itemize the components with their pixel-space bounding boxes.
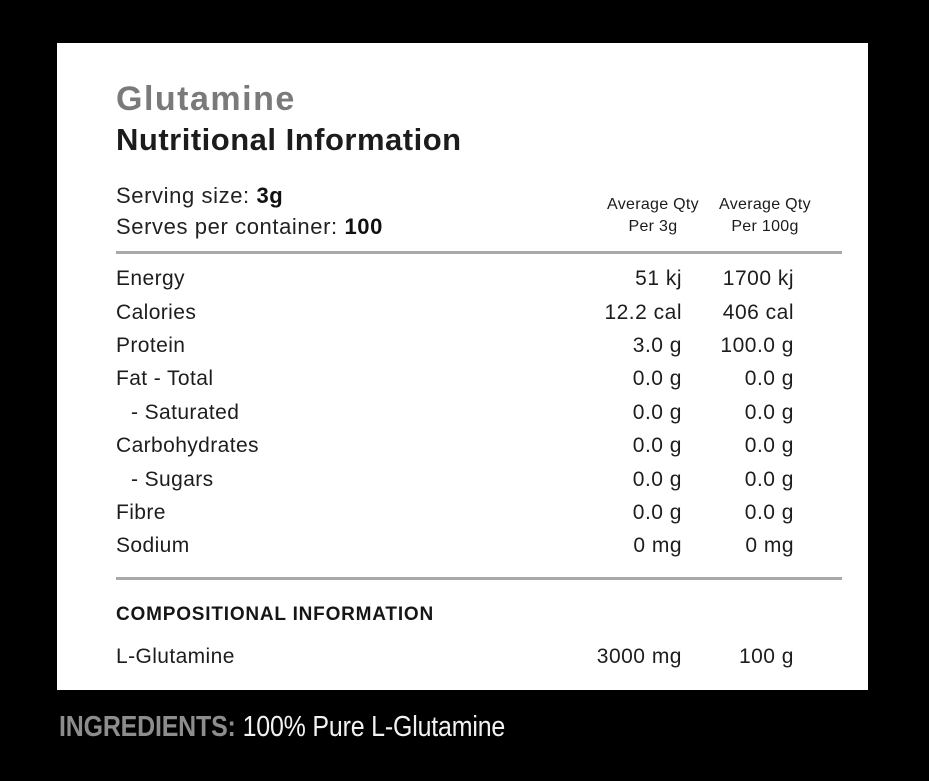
- ingredients-label: INGREDIENTS:: [59, 711, 236, 743]
- row-label: Energy: [116, 267, 185, 291]
- row-value-per-100g: 0.0 g: [744, 434, 794, 458]
- page-title: Nutritional Information: [116, 122, 462, 158]
- row-value-per-serve: 0.0 g: [632, 367, 682, 391]
- row-value-per-serve: 0.0 g: [632, 400, 682, 424]
- table-row: [116, 363, 794, 396]
- row-label: Carbohydrates: [116, 434, 259, 458]
- row-value-per-100g: 0.0 g: [744, 500, 794, 524]
- column-header-line: Average Qty: [719, 196, 811, 214]
- table-row: [116, 396, 794, 429]
- nutrition-table: [116, 254, 842, 564]
- column-header-per-100g: [710, 194, 820, 237]
- serves-label: Serves per container:: [116, 214, 338, 240]
- row-value-per-100g: 0.0 g: [744, 400, 794, 424]
- table-row: [116, 463, 794, 496]
- row-label: L-Glutamine: [116, 645, 235, 669]
- row-value-per-serve: 51 kj: [635, 267, 682, 291]
- compositional-table: [116, 642, 842, 672]
- row-value-per-100g: 406 cal: [722, 300, 794, 324]
- ingredients-value: 100% Pure L-Glutamine: [242, 711, 506, 743]
- row-value-per-serve: 3.0 g: [632, 333, 682, 357]
- row-label: Fibre: [116, 500, 166, 524]
- row-value-per-serve: 0 mg: [633, 534, 682, 558]
- table-row: [116, 329, 794, 362]
- row-label: Sodium: [116, 534, 190, 558]
- serving-info: [116, 180, 598, 242]
- ingredients-line: [59, 711, 505, 744]
- row-value-per-100g: 0.0 g: [744, 367, 794, 391]
- table-column-headers: [598, 194, 842, 237]
- row-value-per-100g: 0.0 g: [744, 467, 794, 491]
- row-value-per-serve: 0.0 g: [632, 467, 682, 491]
- row-label: Protein: [116, 333, 186, 357]
- row-value-per-100g: 100.0 g: [720, 333, 794, 357]
- product-title: Glutamine: [116, 80, 296, 118]
- row-value-per-serve: 12.2 cal: [604, 300, 682, 324]
- row-value-per-serve: 0.0 g: [632, 434, 682, 458]
- table-row: [116, 296, 794, 329]
- serving-size-label: Serving size:: [116, 183, 250, 209]
- column-header-line: Per 100g: [731, 217, 799, 235]
- row-value-per-serve: 3000 mg: [596, 645, 682, 669]
- serving-header-band: [116, 180, 842, 242]
- row-value-per-100g: 100 g: [738, 645, 794, 669]
- table-row: [116, 496, 794, 529]
- serves-value: 100: [344, 214, 383, 240]
- row-label: - Sugars: [131, 467, 214, 491]
- row-label: Calories: [116, 300, 197, 324]
- table-row: [116, 530, 794, 563]
- row-label: - Saturated: [131, 400, 240, 424]
- column-header-per-serve: [598, 194, 708, 237]
- serves-per-container-line: [116, 211, 598, 242]
- row-label: Fat - Total: [116, 367, 214, 391]
- table-row: [116, 263, 794, 296]
- column-header-line: Per 3g: [628, 217, 678, 235]
- row-value-per-100g: 0 mg: [745, 534, 794, 558]
- compositional-heading: COMPOSITIONAL INFORMATION: [116, 604, 435, 626]
- serving-size-value: 3g: [256, 183, 284, 209]
- row-value-per-100g: 1700 kj: [722, 267, 794, 291]
- divider-bottom: [116, 577, 842, 580]
- table-row: [116, 429, 794, 462]
- nutrition-label-panel: [57, 43, 868, 690]
- column-header-line: Average Qty: [607, 196, 699, 214]
- row-value-per-serve: 0.0 g: [632, 500, 682, 524]
- serving-size-line: [116, 180, 598, 211]
- table-row: [116, 642, 794, 672]
